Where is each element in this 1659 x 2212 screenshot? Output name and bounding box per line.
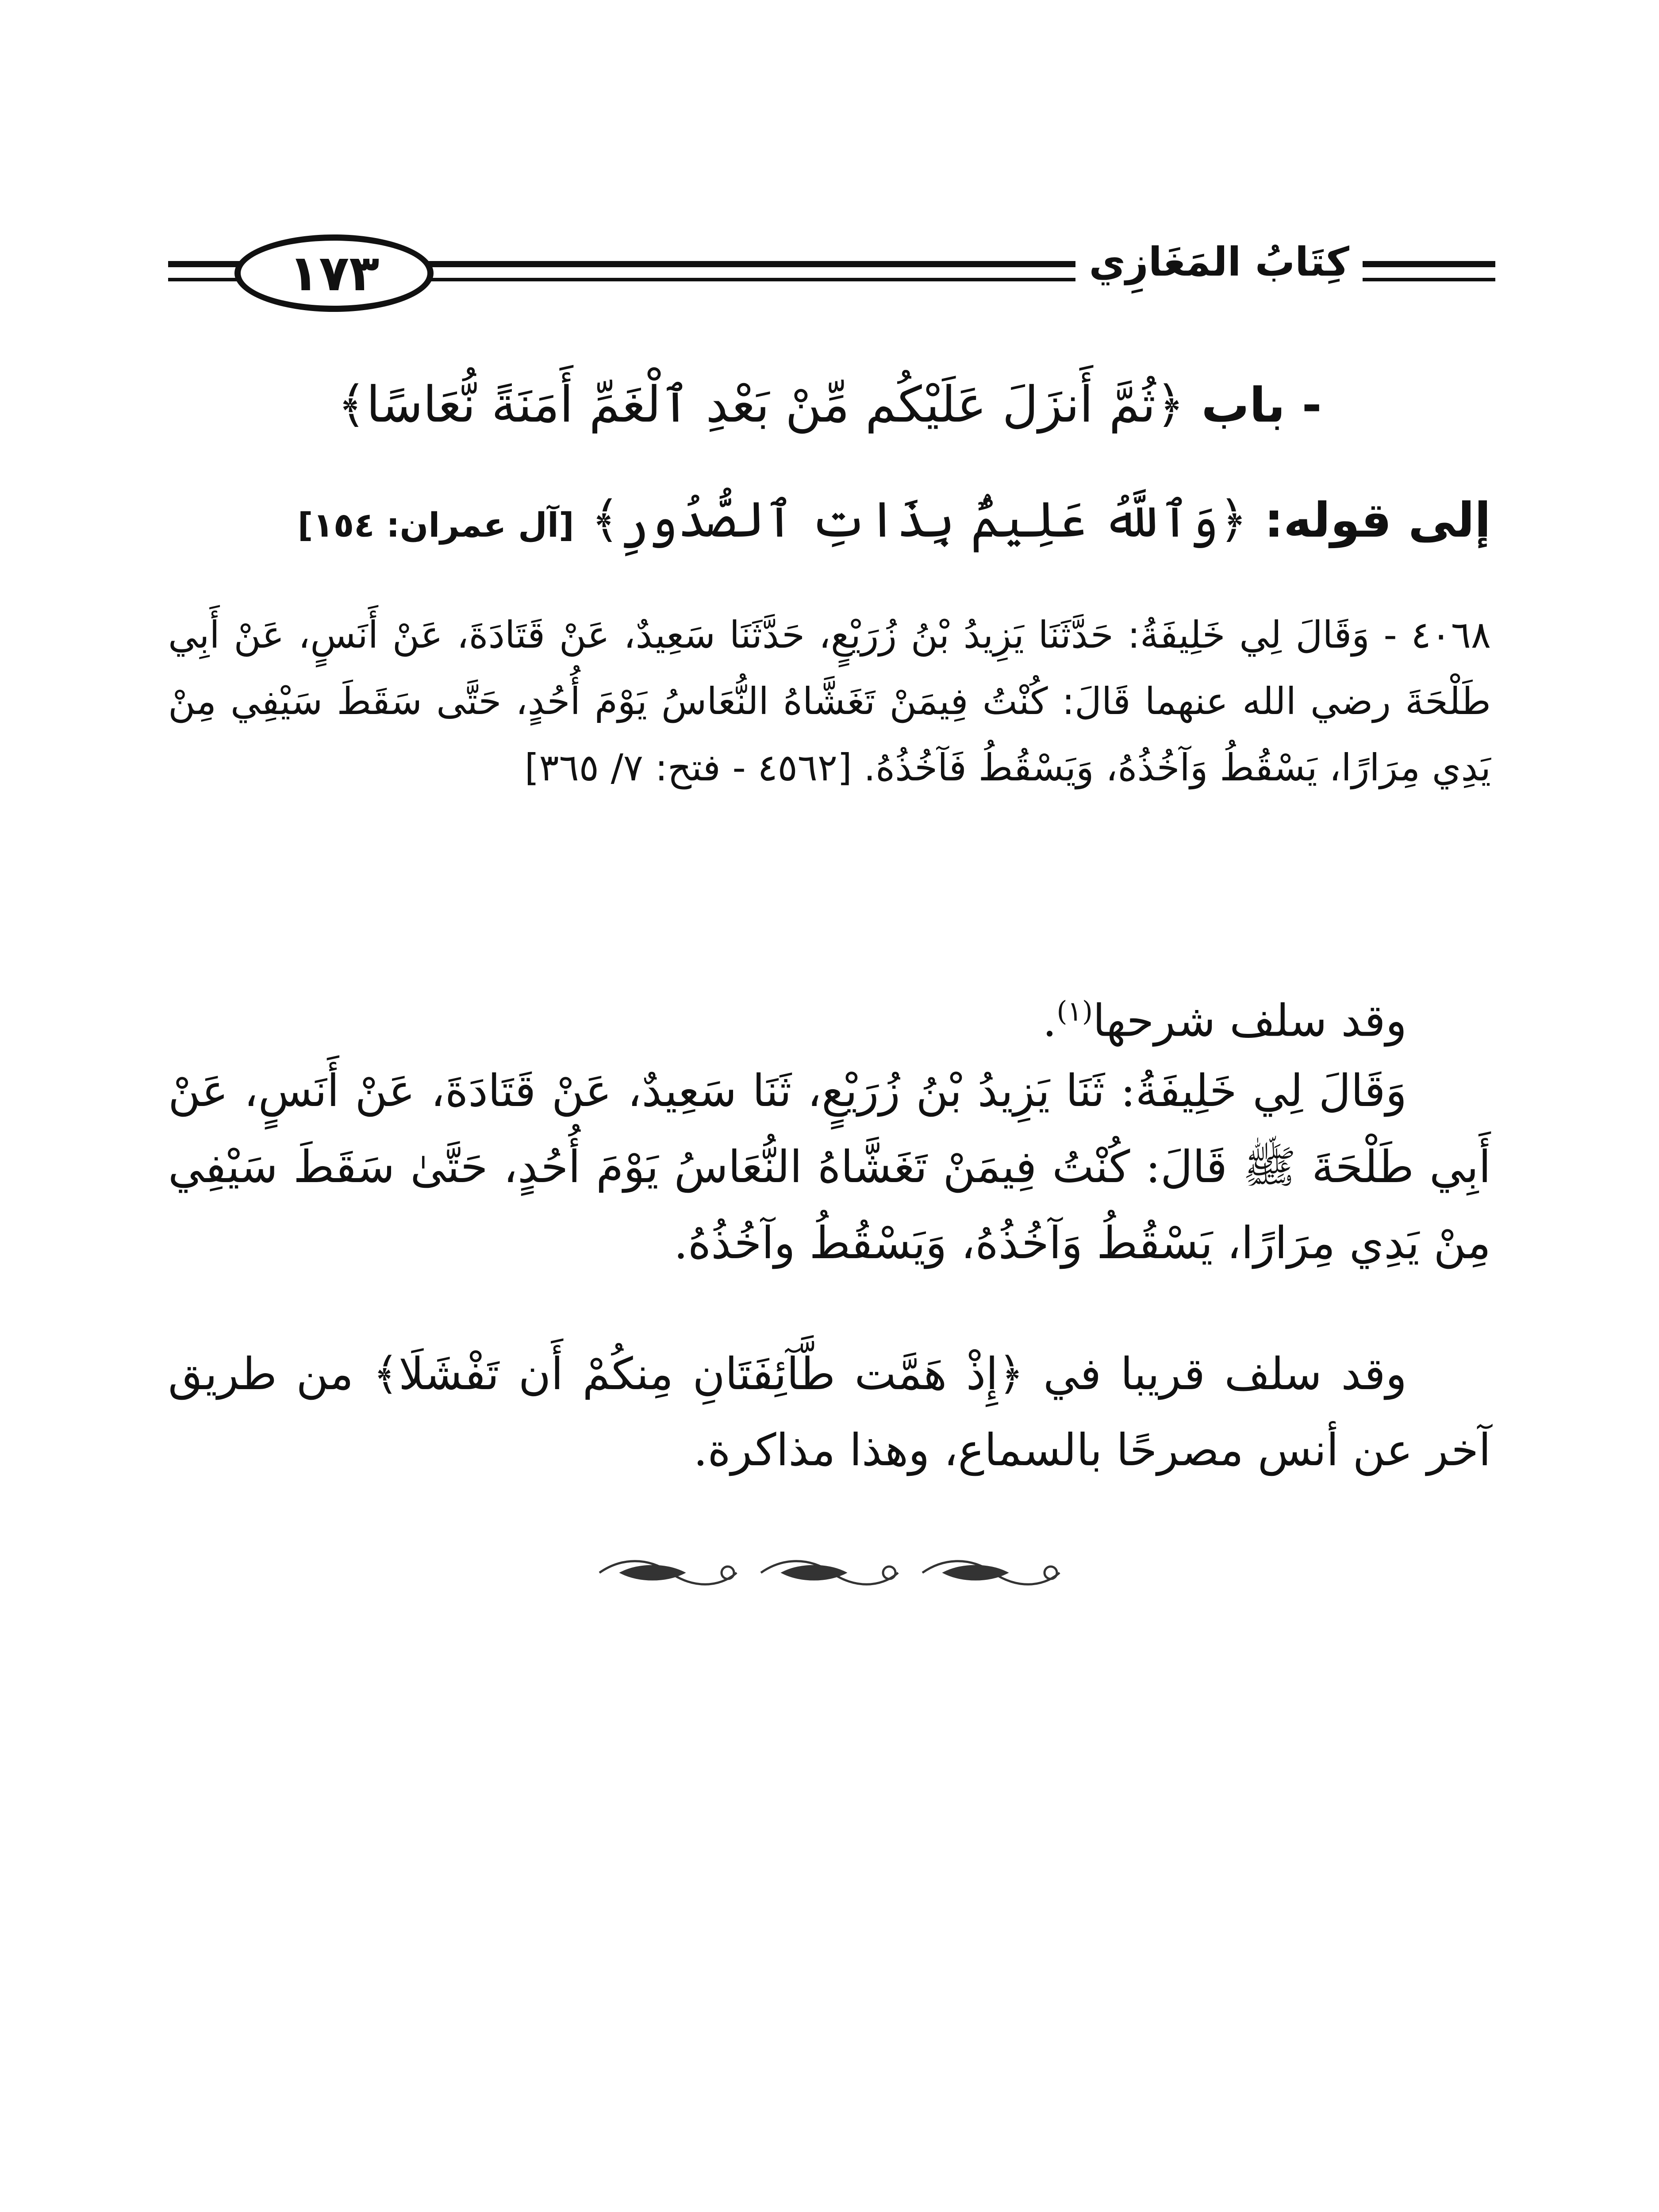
commentary-period: . <box>1042 995 1057 1047</box>
commentary-paragraph-2 <box>168 1053 1491 1281</box>
commentary-paragraph-1 <box>168 973 1491 1059</box>
commentary-quran-verse: ﴿إِذْ هَمَّت طَّآئِفَتَانِ مِنكُمْ أَن تَفْشَلَا﴾ <box>373 1348 1024 1400</box>
chapter-quran-verse-end: ﴿وَٱللَّهُ عَلِيمٌۢ بِذَاتِ ٱلصُّدُورِ﴾ <box>591 491 1248 549</box>
footnote-marker[interactable]: (١) <box>1056 995 1093 1027</box>
running-header <box>168 221 1495 323</box>
commentary-text: من طريق آخر عن أنس مصرحًا بالسماع، وهذا مذاكرة. <box>168 1348 1491 1476</box>
hadith-text: ٤٠٦٨ - وَقَالَ لِي خَلِيفَةُ: حَدَّثَنَا يَزِيدُ بْنُ زُرَيْعٍ، حَدَّثَنَا سَعِيدٌ، عَنْ قَتَادَةَ، عَنْ أَنَسٍ، عَنْ أَبِي طَلْحَةَ رضي الله عنهما قَالَ: كُنْتُ فِيمَنْ تَغَشَّاهُ النُّعَاسُ يَوْمَ أُحُدٍ، حَتَّى سَقَطَ سَيْفِي مِنْ يَدِي مِرَارًا، يَسْقُطُ وَآخُذُهُ، وَيَسْقُطُ فَآخُذُهُ. [٤٥٦٢ - فتح: ٧/ ٣٦٥] <box>168 613 1491 789</box>
quran-reference: [آل عمران: ١٥٤] <box>297 505 574 545</box>
book-title: كِتَابُ المَغَازِي <box>1075 239 1363 285</box>
floral-divider-ornament-icon <box>586 1553 1073 1593</box>
commentary-text: وقد سلف قريبا في <box>1043 1348 1407 1400</box>
chapter-heading-line-1 <box>168 376 1491 434</box>
chapter-quran-verse: ﴿ثُمَّ أَنزَلَ عَلَيْكُم مِّنْ بَعْدِ ٱلْغَمِّ أَمَنَةً نُّعَاسًا﴾ <box>337 376 1185 434</box>
commentary-text: وقد سلف شرحها <box>1093 995 1407 1047</box>
chapter-label: - باب <box>1201 378 1322 433</box>
commentary-paragraph-3 <box>168 1336 1491 1488</box>
page-number: ١٧٣ <box>288 244 380 302</box>
chapter-continuation-label: إلى قوله: <box>1264 493 1491 548</box>
page-number-badge <box>234 234 434 312</box>
commentary-text: وَقَالَ لِي خَلِيفَةُ: ثَنَا يَزِيدُ بْنُ زُرَيْعٍ، ثَنَا سَعِيدٌ، عَنْ قَتَادَةَ، عَنْ أَنَسٍ، عَنْ أَبِي طَلْحَةَ ﷺ قَالَ: كُنْتُ فِيمَنْ تَغَشَّاهُ النُّعَاسُ يَوْمَ أُحُدٍ، حَتَّىٰ سَقَطَ سَيْفِي مِنْ يَدِي مِرَارًا، يَسْقُطُ وَآخُذُهُ، وَيَسْقُطُ وآخُذُهُ. <box>168 1065 1491 1269</box>
chapter-heading-line-2 <box>168 491 1491 549</box>
